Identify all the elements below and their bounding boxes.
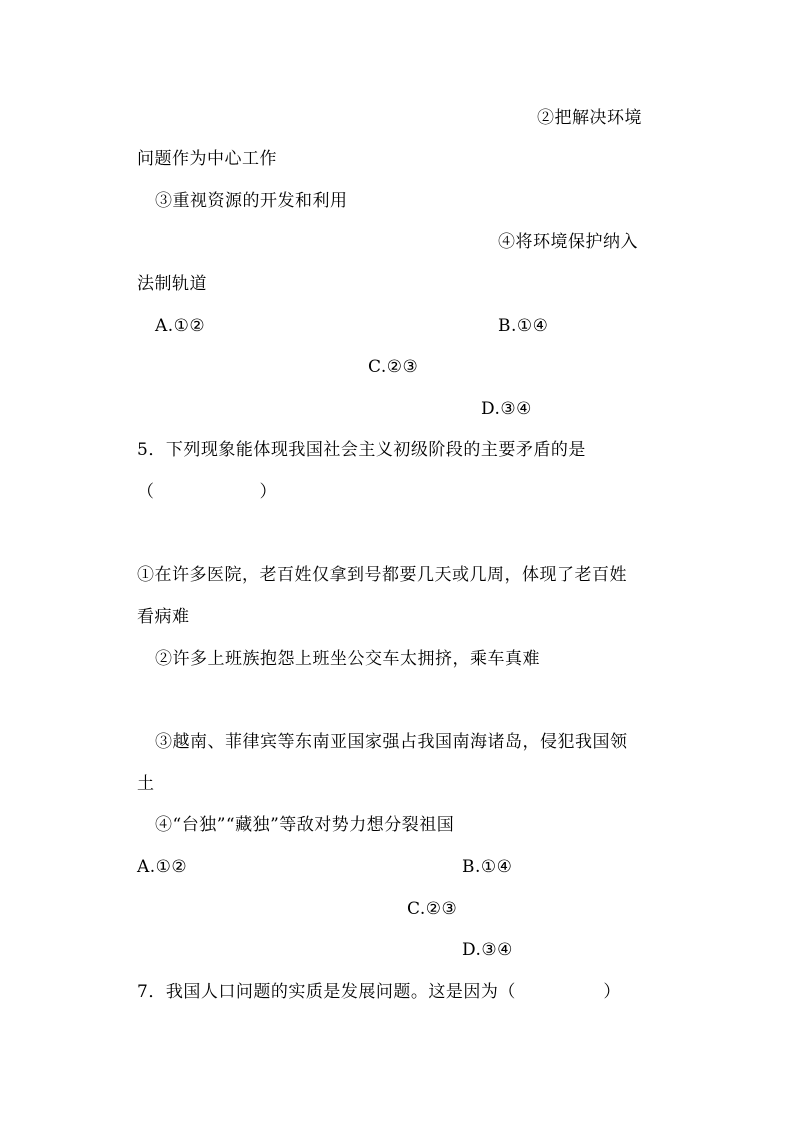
- q5-choice-c: C.②③: [407, 899, 458, 919]
- q5-choice-d: D.③④: [462, 940, 513, 960]
- q4-option-4-line1: ④将环境保护纳入: [498, 232, 638, 252]
- q5-option-1-line2: 看病难: [137, 607, 190, 627]
- q4-choice-a: A.①②: [155, 316, 206, 336]
- q5-option-1-line1: ①在许多医院，老百姓仅拿到号都要几天或几周，体现了老百姓: [137, 565, 627, 585]
- q5-option-4: ④“台独”“藏独”等敌对势力想分裂祖国: [155, 815, 455, 835]
- q5-option-3-line1: ③越南、菲律宾等东南亚国家强占我国南海诸岛，侵犯我国领: [155, 732, 628, 752]
- q4-choice-d: D.③④: [481, 399, 532, 419]
- q4-option-4-line2: 法制轨道: [137, 274, 207, 294]
- q4-option-3: ③重视资源的开发和利用: [155, 191, 348, 211]
- q7-stem: 7．我国人口问题的实质是发展问题。这是因为（ ）: [137, 982, 621, 1002]
- q5-choice-b: B.①④: [462, 857, 513, 877]
- q5-choice-a: A.①②: [137, 857, 188, 877]
- q4-option-2-line2: 问题作为中心工作: [137, 149, 277, 169]
- q4-option-2-line1: ②把解决环境: [537, 108, 642, 128]
- q5-option-2: ②许多上班族抱怨上班坐公交车太拥挤，乘车真难: [155, 649, 540, 669]
- q5-answer-blank: （ ）: [137, 482, 277, 502]
- q4-choice-b: B.①④: [498, 316, 549, 336]
- q4-choice-c: C.②③: [368, 357, 419, 377]
- q5-stem: 5．下列现象能体现我国社会主义初级阶段的主要矛盾的是: [137, 440, 586, 460]
- q5-option-3-line2: 土: [137, 774, 155, 794]
